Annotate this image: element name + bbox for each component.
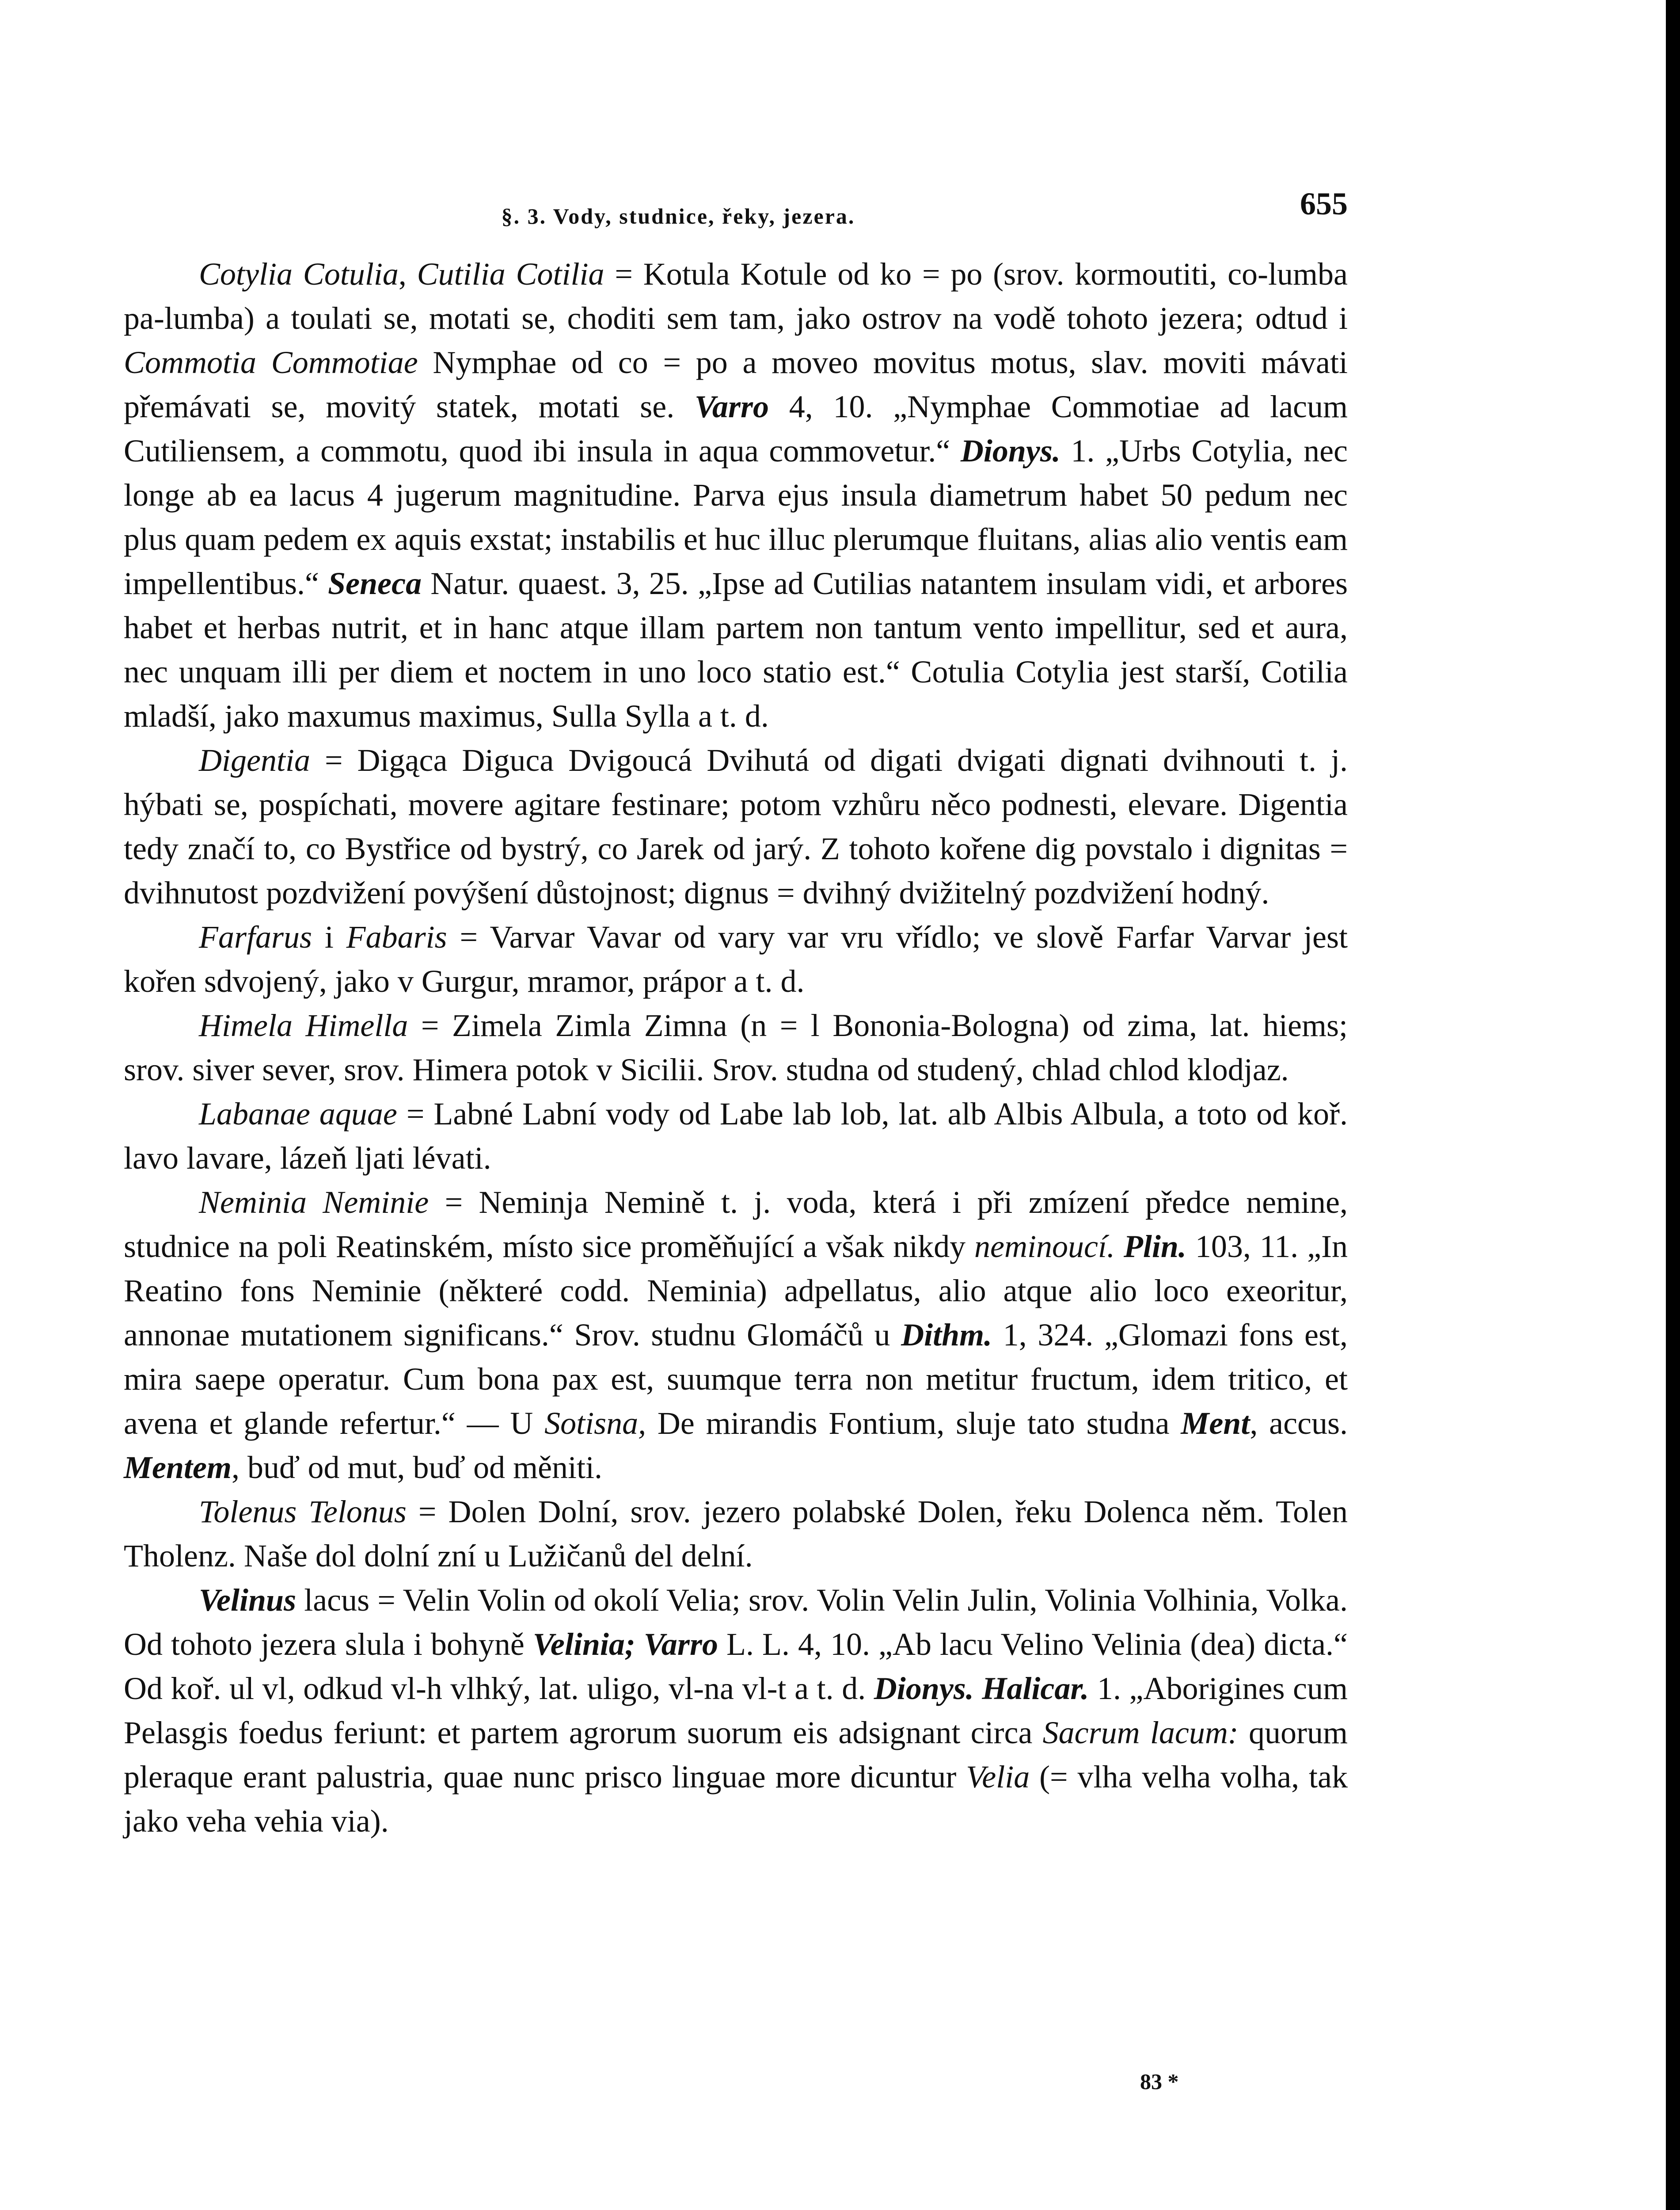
text: i xyxy=(312,919,346,955)
text: De mirandis Fontium, sluje tato studna xyxy=(646,1406,1181,1441)
term: Himela Himella xyxy=(199,1008,408,1043)
term: Tolenus Telonus xyxy=(199,1494,407,1529)
term: Cutilia Cotilia xyxy=(417,256,604,292)
term: Mentem xyxy=(124,1450,232,1485)
text: , accus. xyxy=(1250,1406,1348,1441)
text: 103, 11. „In Reatino fons Neminie (některé codd. Neminia) adpellatus, alio atque alio loco exeoritur, annonae mutationem significans.“ Srov. studnu Glomáčů u xyxy=(124,1229,1348,1353)
term: Farfarus xyxy=(199,919,312,955)
term: Velinia; xyxy=(532,1627,635,1662)
term: Velinus xyxy=(199,1582,296,1618)
text: lacus = Velin Volin od okolí Velia; srov. Volin Velin Julin, Volinia Volhinia, Volka. Od tohoto jezera slula i bohyně xyxy=(124,1582,1348,1662)
term: Cotylia Cotulia xyxy=(199,256,399,292)
text: = Dolen Dolní, srov. jezero polabské Dolen, řeku Dolenca něm. Tolen Tholenz. Naše dol dolní zní u Lužičanů del delní. xyxy=(124,1494,1348,1574)
text: = Kotula Kotule od ko = po (srov. kormoutiti, co-lumba pa-lumba) a toulati se, motati se, choditi sem tam, jako ostrov na vodě tohoto jezera; odtud i xyxy=(124,256,1348,336)
paragraph-neminia xyxy=(124,1180,1348,1490)
text: L. L. 4, 10. „Ab lacu Velino Velinia (dea) dicta.“ Od koř. ul vl, odkud vl-h vlhký, lat. uligo, vl-na vl-t a t. d. xyxy=(124,1627,1348,1706)
author: Dithm. xyxy=(901,1317,992,1353)
term: Digentia xyxy=(199,743,310,778)
term: Sacrum lacum: xyxy=(1042,1715,1239,1750)
text: 1, 324. „Glomazi fons est, mira saepe operatur. Cum bona pax est, suumque terra non metitur fructum, idem tritico, et avena et glande refertur.“ — U xyxy=(124,1317,1348,1441)
text: Natur. quaest. 3, 25. „Ipse ad Cutilias natantem insulam vidi, et arbores habet et herbas nutrit, et in hanc atque illam partem non tantum vento impellitur, sed et aura, nec unquam illi per diem et noctem in uno loco statio est.“ Cotulia Cotylia jest starší, Cotilia mladší, jako maxumus maximus, Sulla Sylla a t. d. xyxy=(124,566,1348,734)
term: Ment xyxy=(1181,1406,1250,1441)
term: Fabaris xyxy=(346,919,447,955)
paragraph-cotylia xyxy=(124,252,1348,738)
text xyxy=(1115,1229,1124,1264)
text: 1. „Aborigines cum Pelasgis foedus feriunt: et partem agrorum suorum eis adsignant circa xyxy=(124,1671,1348,1750)
text: 1. „Urbs Cotylia, nec longe ab ea lacus 4 jugerum magnitudine. Parva ejus insula diametrum habet 50 pedum nec plus quam pedem ex aquis exstat; instabilis et huc illuc plerumque fluitans, alias alio ventis eam impellentibus.“ xyxy=(124,433,1348,601)
text: (= vlha velha volha, tak jako veha vehia via). xyxy=(124,1759,1348,1839)
term: Velia xyxy=(966,1759,1030,1795)
author: Seneca xyxy=(328,566,422,601)
text: 4, 10. „Nymphae Commotiae ad lacum Cutiliensem, a commotu, quod ibi insula in aqua commovetur.“ xyxy=(124,389,1348,469)
term: Labanae aquae xyxy=(199,1096,397,1132)
text: = Digąca Diguca Dvigoucá Dvihutá od digati dvigati dignati dvihnouti t. j. hýbati se, pospíchati, movere agitare festinare; potom vzhůru něco podnesti, elevare. Digentia tedy značí to, co Bystřice od bystrý, co Jarek od jarý. Z tohoto kořene dig povstalo i dignitas = dvihnutost pozdvižení povýšení důstojnost; dignus = dvihný dvižitelný pozdvižení hodný. xyxy=(124,743,1348,911)
paragraph-labanae xyxy=(124,1092,1348,1180)
author: Dionys. Halicar. xyxy=(874,1671,1089,1706)
text: = Zimela Zimla Zimna (n = l Bononia-Bologna) od zima, lat. hiems; srov. siver sever, srov. Himera potok v Sicilii. Srov. studna od studený, chlad chlod klodjaz. xyxy=(124,1008,1348,1087)
author: Plin. xyxy=(1123,1229,1186,1264)
text: = Neminja Nemině t. j. voda, která i při zmízení předce nemine, studnice na poli Reatinském, místo sice proměňující a však nikdy xyxy=(124,1185,1348,1264)
body-text xyxy=(124,252,1348,1843)
running-head: §. 3. Vody, studnice, řeky, jezera. xyxy=(501,204,855,229)
author: Varro xyxy=(694,389,769,424)
term: Sotisna, xyxy=(544,1406,646,1441)
paragraph-digentia xyxy=(124,738,1348,915)
paragraph-velinus xyxy=(124,1578,1348,1843)
term: Commotia Commotiae xyxy=(124,345,418,380)
author: Varro xyxy=(643,1627,718,1662)
signature-mark: 83 * xyxy=(1140,2069,1179,2094)
term: neminoucí. xyxy=(974,1229,1115,1264)
paragraph-farfarus xyxy=(124,915,1348,1003)
text: , buď od mut, buď od měniti. xyxy=(231,1450,603,1485)
text: = Varvar Vavar od vary var vru vřídlo; ve slově Farfar Varvar jest kořen sdvojený, jako v Gurgur, mramor, prápor a t. d. xyxy=(124,919,1348,999)
paragraph-himela xyxy=(124,1003,1348,1092)
page-number: 655 xyxy=(1300,186,1348,221)
text: quorum pleraque erant palustria, quae nunc prisco linguae more dicuntur xyxy=(124,1715,1348,1795)
term: Neminia Neminie xyxy=(199,1185,429,1220)
author: Dionys. xyxy=(960,433,1060,469)
text: , xyxy=(398,256,417,292)
text: Nymphae od co = po a moveo movitus motus, slav. moviti mávati přemávati se, movitý statek, motati se. xyxy=(124,345,1348,424)
text xyxy=(635,1627,644,1662)
text: = Labné Labní vody od Labe lab lob, lat. alb Albis Albula, a toto od koř. lavo lavare, lázeň ljati lévati. xyxy=(124,1096,1348,1176)
page-header xyxy=(124,186,1348,243)
paragraph-tolenus xyxy=(124,1490,1348,1578)
